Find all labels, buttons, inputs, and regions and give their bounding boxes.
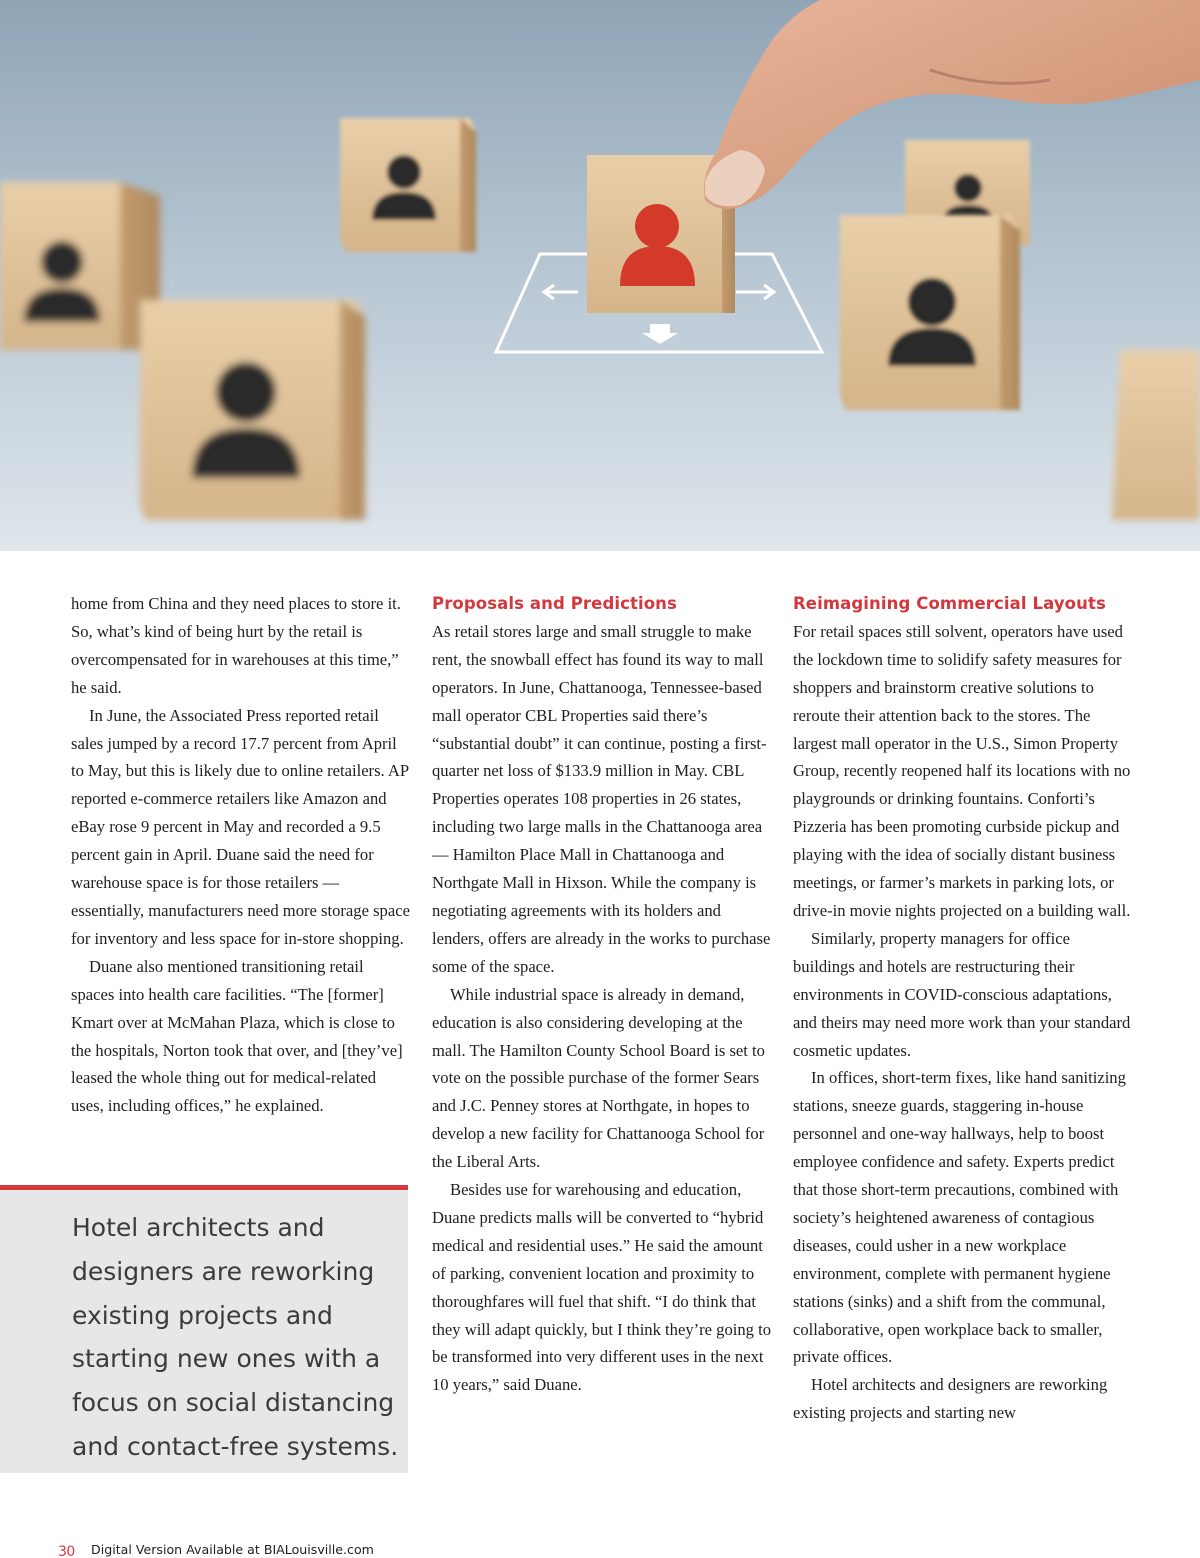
wood-block-back-left <box>0 182 160 350</box>
paragraph: In offices, short-term fixes, like hand sanitizing stations, sneeze guards, staggering in-house personnel and one-way hallways, help to boost employee confidence and safety. Experts predict that those short-term precautions, combined with society’s heightened awareness of contagious diseases, could usher in a new workplace environment, complete with permanent hygiene stations (sinks) and a shift from the communal, collaborative, open workplace back to smaller, private offices. <box>793 1068 1126 1367</box>
page-footer <box>58 1541 374 1558</box>
paragraph: Besides use for warehousing and education, Duane predicts malls will be converted to “hybrid medical and residential uses.” He said the amount of parking, convenient location and proximity to thoroughfares will fuel that shift. “I do think that they will adapt quickly, but I think they’re going to be transformed into very different uses in the next 10 years,” said Duane. <box>432 1180 772 1395</box>
paragraph: Duane also mentioned transitioning retail spaces into health care facilities. “The [former] Kmart over at McMahan Plaza, which is close to the hospitals, Norton took that over, and [they’ve] leased the whole thing out for medical-related uses, including offices,” he explained. <box>71 956 403 1116</box>
pull-quote-text: Hotel architects and designers are reworking existing projects and starting new ones with a focus on social distancing and contact-free systems. <box>72 1213 399 1461</box>
hero-image <box>0 0 1200 551</box>
wood-block-front-left <box>140 300 365 520</box>
hero-photo-illustration <box>0 0 1200 551</box>
paragraph: For retail spaces still solvent, operators have used the lockdown time to solidify safety measures for shoppers and brainstorm creative solutions to reroute their attention back to the stores. The largest mall operator in the U.S., Simon Property Group, recently reopened half its locations with no playgrounds or drinking fountains. Conforti’s Pizzeria has been promoting curbside pickup and playing with the idea of socially distant business meetings, or farmer’s markets in parking lots, or drive-in movie nights projected on a building wall. <box>793 621 1131 920</box>
paragraph: home from China and they need places to store it. So, what’s kind of being hurt by the retail is overcompensated for in warehouses at this time,” he said. <box>71 594 401 697</box>
wood-block-right <box>840 215 1020 410</box>
section-heading: Proposals and Predictions <box>432 594 677 613</box>
footer-text: Digital Version Available at BIALouisville.com <box>91 1542 374 1557</box>
paragraph: In June, the Associated Press reported retail sales jumped by a record 17.7 percent from April to May, but this is likely due to online retailers. AP reported e-commerce retailers like Amazon and eBay rose 9 percent in May and recorded a 9.5 percent gain in April. Duane said the need for warehouse space is for those retailers — essentially, manufacturers need more storage space for inventory and less space for in-store shopping. <box>71 705 410 948</box>
page-number: 30 <box>58 1544 75 1558</box>
article-column-2 <box>432 590 772 1399</box>
paragraph: Hotel architects and designers are reworking existing projects and starting new <box>793 1375 1108 1423</box>
pull-quote <box>0 1185 408 1473</box>
article-column-1 <box>71 590 411 1120</box>
paragraph: While industrial space is already in demand, education is also considering developing at the mall. The Hamilton County School Board is set to vote on the possible purchase of the former Sears and J.C. Penney stores at Northgate, in hopes to develop a new facility for Chattanooga School for the Liberal Arts. <box>432 984 765 1172</box>
paragraph: As retail stores large and small struggle to make rent, the snowball effect has found its way to mall operators. In June, Chattanooga, Tennessee-based mall operator CBL Properties said there’s “substantial doubt” it can continue, posting a first-quarter net loss of $133.9 million in May. CBL Properties operates 108 properties in 26 states, including two large malls in the Chattanooga area — Hamilton Place Mall in Chattanooga and Northgate Mall in Hixson. While the company is negotiating agreements with its holders and lenders, offers are already in the works to purchase some of the space. <box>432 621 771 976</box>
section-heading: Reimagining Commercial Layouts <box>793 594 1106 613</box>
paragraph: Similarly, property managers for office buildings and hotels are restructuring their environments in COVID-conscious adaptations, and theirs may need more work than your standard cosmetic updates. <box>793 928 1131 1060</box>
wood-block-back-middle <box>340 118 476 252</box>
wood-block-far-right <box>1112 350 1200 520</box>
article-column-3 <box>793 590 1133 1427</box>
